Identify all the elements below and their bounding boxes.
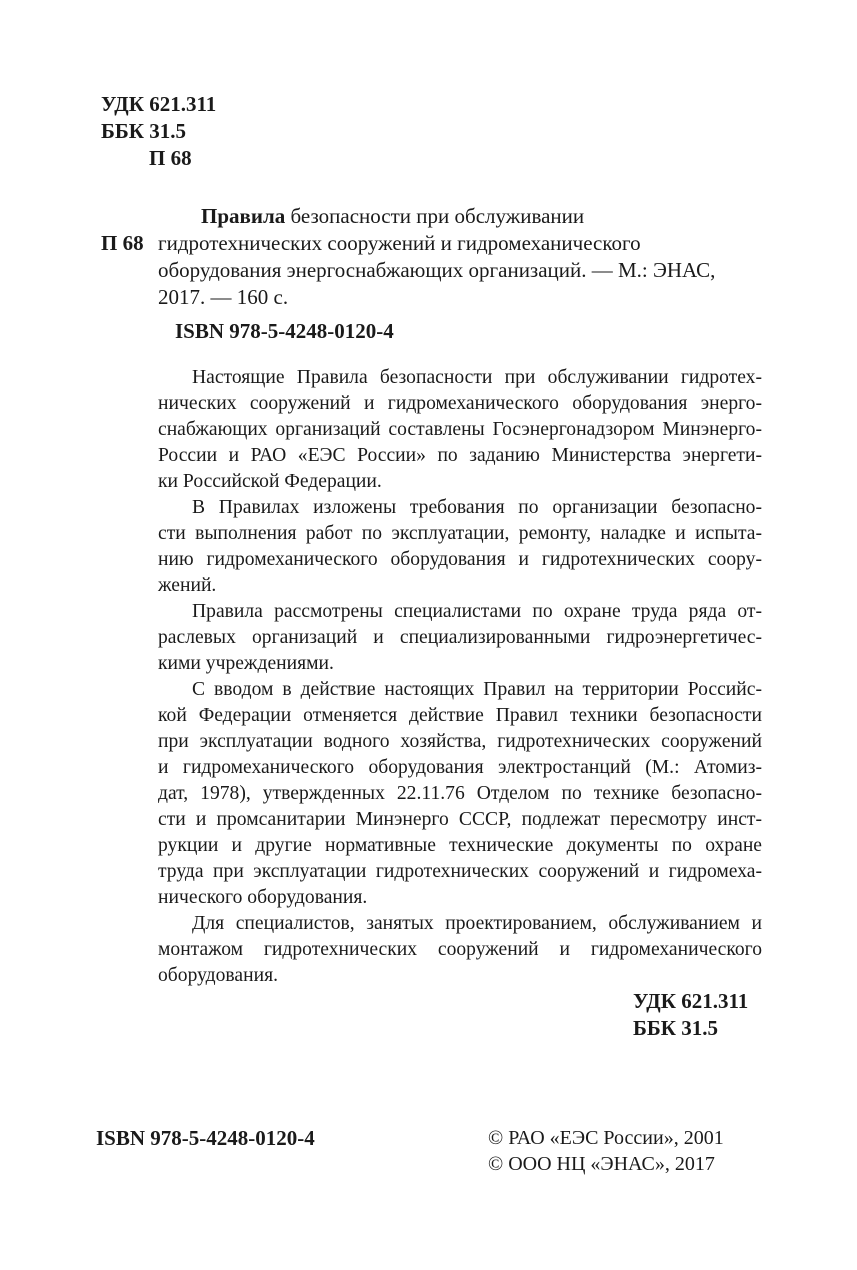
annotation-line: С вводом в действие настоящих Правил на территории Российс- — [192, 679, 762, 700]
annotation-line: раслевых организаций и специализированными гидроэнергетичес- — [158, 627, 762, 648]
annotation — [158, 365, 762, 989]
annotation-line: нических сооружений и гидромеханического оборудования энерго- — [158, 393, 762, 414]
annotation-paragraph — [158, 495, 762, 599]
copyright-raoees: © РАО «ЕЭС России», 2001 — [488, 1127, 724, 1149]
annotation-line: при эксплуатации водного хозяйства, гидротехнических сооружений — [158, 731, 762, 752]
annotation-line: дат, 1978), утвержденных 22.11.76 Отделом по технике безопасно- — [158, 783, 762, 804]
bbk-top: ББК 31.5 — [101, 119, 186, 143]
author-mark-top: П 68 — [149, 146, 192, 170]
annotation-line: и гидромеханического оборудования электростанций (М.: Атомиз- — [158, 757, 762, 778]
annotation-paragraph — [158, 677, 762, 911]
annotation-line: кими учреждениями. — [158, 653, 334, 674]
title-bold: Правила — [201, 204, 286, 228]
annotation-paragraph — [158, 365, 762, 495]
annotation-line: сти и промсанитарии Минэнерго СССР, подлежат пересмотру инст- — [158, 809, 762, 830]
annotation-line: кой Федерации отменяется действие Правил техники безопасности — [158, 705, 762, 726]
annotation-line: сти выполнения работ по эксплуатации, ремонту, наладке и испыта- — [158, 523, 762, 544]
isbn-bib: ISBN 978-5-4248-0120-4 — [175, 319, 394, 343]
annotation-line: труда при эксплуатации гидротехнических сооружений и гидромеха- — [158, 861, 762, 882]
annotation-line: ки Российской Федерации. — [158, 471, 382, 492]
title-line-4: 2017. — 160 с. — [158, 285, 289, 309]
annotation-line: В Правилах изложены требования по организации безопасно- — [192, 497, 762, 518]
annotation-line: монтажом гидротехнических сооружений и гидромеханического — [158, 939, 762, 960]
annotation-line: России и РАО «ЕЭС России» по заданию Министерства энергети- — [158, 445, 762, 466]
title-rest: безопасности при обслуживании — [285, 204, 585, 228]
annotation-line: нического оборудования. — [158, 887, 368, 908]
annotation-line: Настоящие Правила безопасности при обслуживании гидротех- — [192, 367, 762, 388]
title-line-3: оборудования энергоснабжающих организаций. — М.: ЭНАС, — [158, 258, 716, 282]
annotation-line: жений. — [158, 575, 217, 596]
isbn-footer: ISBN 978-5-4248-0120-4 — [96, 1126, 315, 1150]
annotation-paragraph — [158, 599, 762, 677]
annotation-line: снабжающих организаций составлены Госэнергонадзором Минэнерго- — [158, 419, 762, 440]
annotation-line: Правила рассмотрены специалистами по охране труда ряда от- — [192, 601, 762, 622]
annotation-line: рукции и другие нормативные технические документы по охране — [158, 835, 762, 856]
title-line-2: гидротехнических сооружений и гидромеханического — [158, 231, 641, 255]
copyright-enas: © ООО НЦ «ЭНАС», 2017 — [488, 1153, 715, 1175]
title-line-1 — [201, 203, 584, 230]
annotation-line: оборудования. — [158, 965, 279, 986]
udk-bottom: УДК 621.311 — [633, 989, 749, 1013]
annotation-line: Для специалистов, занятых проектированием, обслуживанием и — [192, 913, 762, 934]
udk-top: УДК 621.311 — [101, 92, 217, 116]
annotation-line: нию гидромеханического оборудования и гидротехнических соору- — [158, 549, 762, 570]
author-mark-bib: П 68 — [101, 231, 144, 255]
bbk-bottom: ББК 31.5 — [633, 1016, 718, 1040]
annotation-paragraph — [158, 911, 762, 989]
